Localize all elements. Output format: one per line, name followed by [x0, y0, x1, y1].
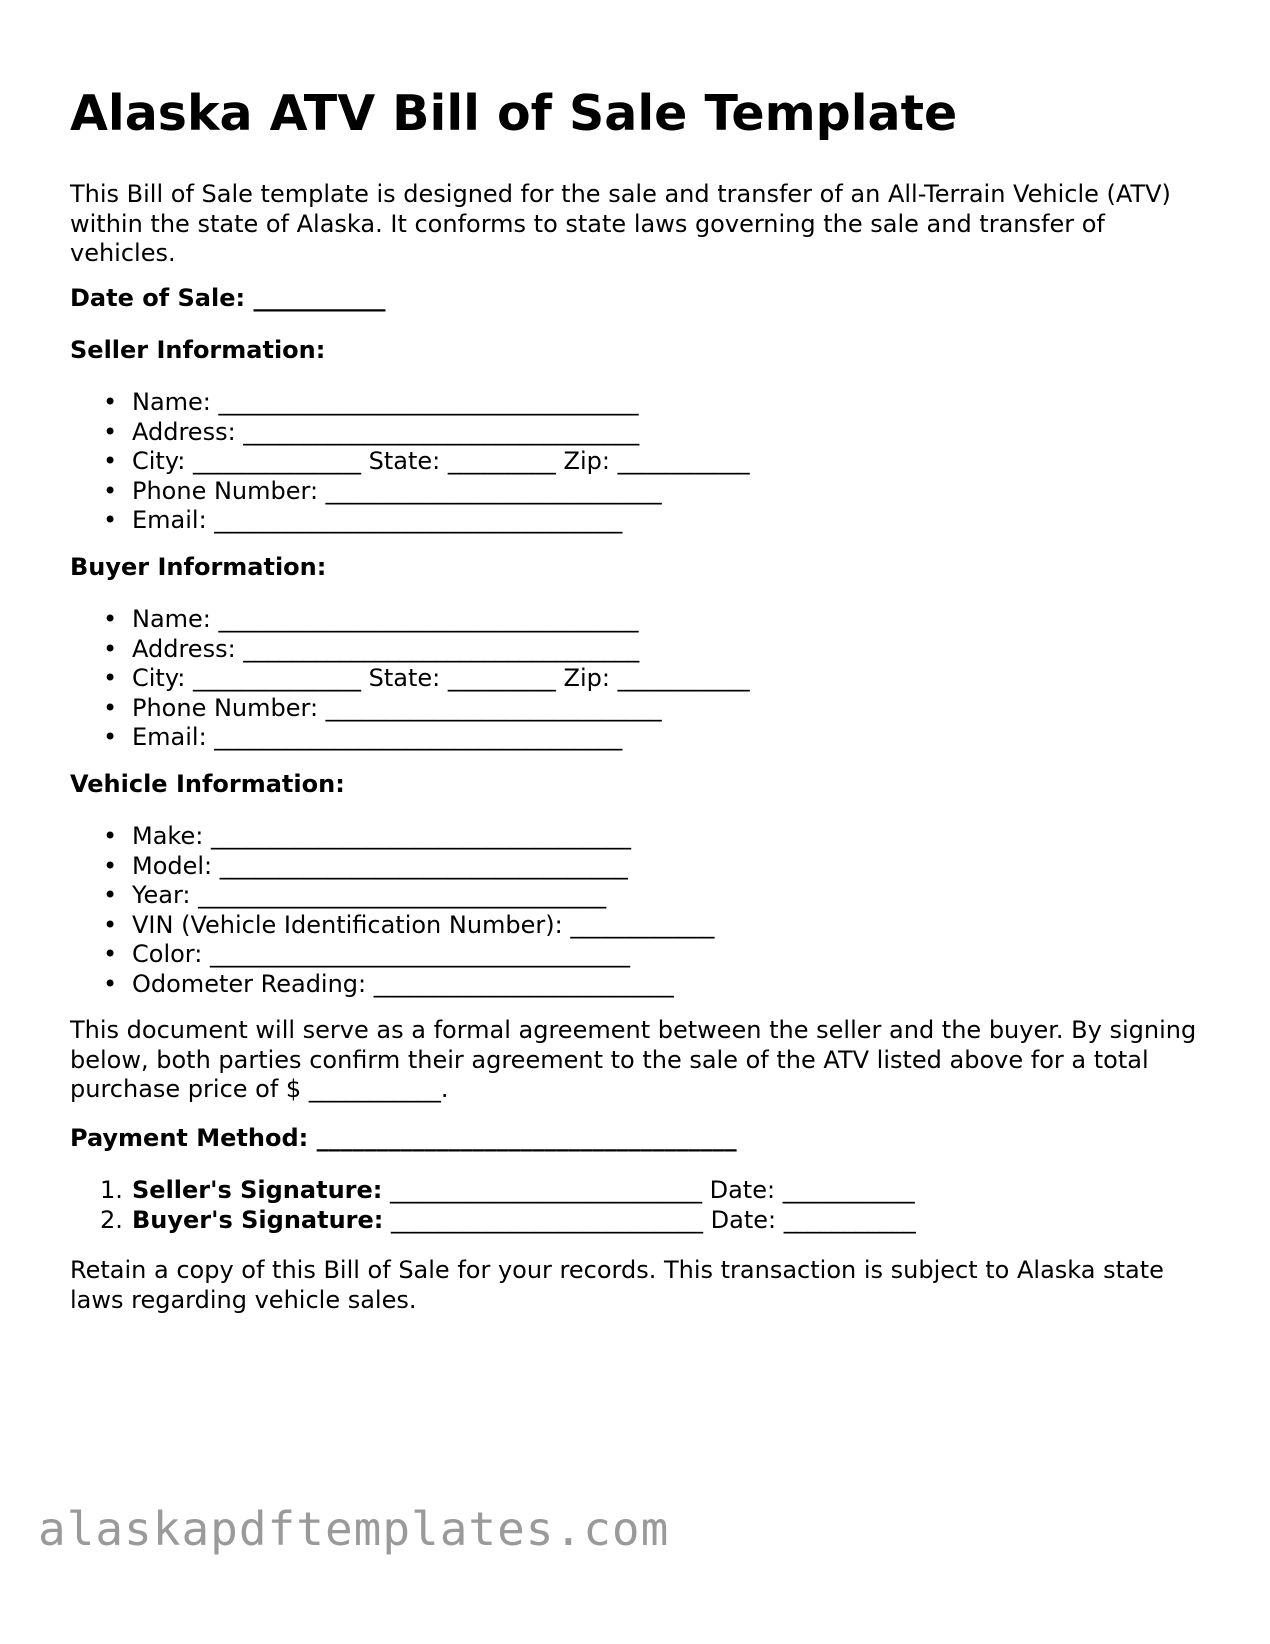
intro-paragraph: This Bill of Sale template is designed for the sale and transfer of an All-Terrain Vehicle (ATV) within the state of Alaska. It conforms to state laws governing the sale and transfer of vehicles.	[70, 180, 1171, 267]
buyer-phone-field: • Phone Number: ____________________________	[70, 694, 750, 724]
seller-phone-field: • Phone Number: ____________________________	[70, 477, 750, 507]
seller-email-field: • Email: __________________________________	[70, 506, 750, 536]
list-number: 2.	[100, 1205, 123, 1234]
seller-section-heading: Seller Information:	[70, 336, 326, 364]
seller-name-field: • Name: ___________________________________	[70, 388, 750, 418]
seller-signature-label: Seller's Signature:	[132, 1176, 383, 1204]
retain-notice: Retain a copy of this Bill of Sale for your records. This transaction is subject to Alaska state laws regarding vehicle sales.	[70, 1256, 1164, 1314]
seller-city-state-zip-field: • City: ______________ State: _________ Zip: ___________	[70, 447, 750, 477]
buyer-signature-line: __________________________ Date: ___________	[383, 1205, 916, 1234]
buyer-fields-list	[70, 605, 750, 753]
vehicle-model-field: • Model: __________________________________	[70, 852, 714, 882]
vehicle-make-field: • Make: ___________________________________	[70, 822, 714, 852]
buyer-signature-row	[70, 1206, 916, 1236]
signature-list	[70, 1176, 916, 1235]
agreement-paragraph: This document will serve as a formal agreement between the seller and the buyer. By signing below, both parties confirm their agreement to the sale of the ATV listed above for a total purchase price of $ ___________.	[70, 1016, 1197, 1103]
seller-signature-line: __________________________ Date: ___________	[382, 1176, 915, 1204]
vehicle-section-heading: Vehicle Information:	[70, 770, 345, 798]
vehicle-year-field: • Year: __________________________________	[70, 881, 714, 911]
list-number: 1.	[100, 1176, 123, 1204]
buyer-section-heading: Buyer Information:	[70, 553, 327, 581]
site-watermark: alaskapdftemplates.com	[38, 1502, 670, 1556]
vehicle-odometer-field: • Odometer Reading: _________________________	[70, 970, 714, 1000]
page-title: Alaska ATV Bill of Sale Template	[70, 85, 958, 142]
date-of-sale-field: Date of Sale: ___________	[70, 284, 386, 312]
vehicle-fields-list	[70, 822, 714, 999]
payment-method-field: Payment Method: ___________________________________	[70, 1124, 737, 1152]
buyer-email-field: • Email: __________________________________	[70, 723, 750, 753]
vehicle-color-field: • Color: ___________________________________	[70, 940, 714, 970]
seller-address-field: • Address: _________________________________	[70, 418, 750, 448]
buyer-address-field: • Address: _________________________________	[70, 635, 750, 665]
buyer-signature-label: Buyer's Signature:	[132, 1205, 384, 1234]
buyer-name-field: • Name: ___________________________________	[70, 605, 750, 635]
seller-fields-list	[70, 388, 750, 536]
buyer-city-state-zip-field: • City: ______________ State: _________ Zip: ___________	[70, 664, 750, 694]
vehicle-vin-field: • VIN (Vehicle Identification Number): ____________	[70, 911, 714, 941]
seller-signature-row	[70, 1176, 916, 1206]
